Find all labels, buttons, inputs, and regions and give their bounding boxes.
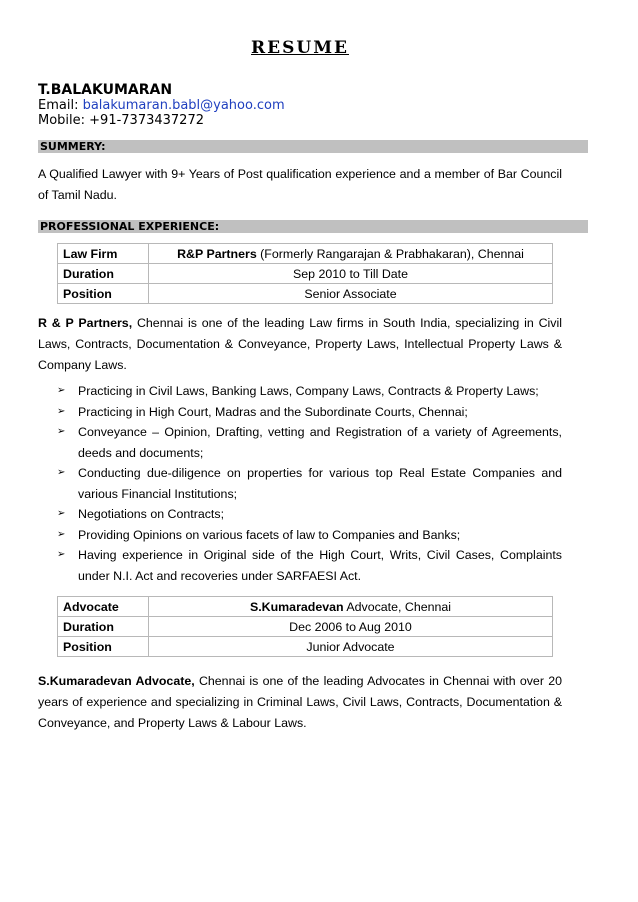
table-row (58, 637, 553, 657)
job2-description: S.Kumaradevan Advocate, Chennai is one of the leading Advocates in Chennai with over 20 years of experience and specializing in Criminal Laws, Civil Laws, Contracts, Documentation & Conveyance, and Property Laws & Labour Laws. (38, 674, 562, 730)
email-line (38, 98, 285, 113)
job1-description: R & P Partners, Chennai is one of the leading Law firms in South India, specializing in Civil Laws, Contracts, Documentation & Conveyance, Property Laws, Intellectual Property Laws & Company Laws. (38, 316, 563, 372)
list-item: ➢ Practicing in Civil Laws, Banking Laws, Company Laws, Contracts & Property Laws; (38, 381, 562, 402)
list-item: ➢ Conducting due-diligence on properties for various top Real Estate Companies and various Financial Institutions; (38, 463, 562, 504)
job2-firm-value: S.Kumaradevan Advocate, Chennai (149, 597, 553, 617)
job1-firm-value: R&P Partners (Formerly Rangarajan & Prabhakaran), Chennai (149, 244, 553, 264)
list-item: ➢ Conveyance – Opinion, Drafting, vetting and Registration of a variety of Agreements, deeds and documents; (38, 422, 562, 463)
table-row (58, 264, 553, 284)
summary-text: A Qualified Lawyer with 9+ Years of Post qualification experience and a member of Bar Council of Tamil Nadu. (38, 167, 562, 202)
job2-position-label: Position (58, 637, 149, 657)
arrow-bullet-icon: ➢ (57, 385, 66, 396)
list-item: ➢ Negotiations on Contracts; (38, 504, 562, 525)
job1-position-value: Senior Associate (149, 284, 553, 304)
job1-duration-label: Duration (58, 264, 149, 284)
job2-table (57, 596, 553, 657)
job2-firm-label: Advocate (58, 597, 149, 617)
email-link[interactable]: balakumaran.babl@yahoo.com (82, 98, 285, 113)
arrow-bullet-icon: ➢ (57, 467, 66, 478)
table-row (58, 617, 553, 637)
job1-position-label: Position (58, 284, 149, 304)
table-row (58, 244, 553, 264)
resume-title: RESUME (251, 38, 349, 58)
email-label: Email: (38, 98, 79, 113)
job1-table (57, 243, 553, 304)
table-row (58, 284, 553, 304)
arrow-bullet-icon: ➢ (57, 426, 66, 437)
job2-duration-label: Duration (58, 617, 149, 637)
list-item: ➢ Having experience in Original side of the High Court, Writs, Civil Cases, Complaints under N.I. Act and recoveries under SARFAESI Act. (38, 545, 562, 586)
arrow-bullet-icon: ➢ (57, 508, 66, 519)
job1-duration-value: Sep 2010 to Till Date (149, 264, 553, 284)
job2-position-value: Junior Advocate (149, 637, 553, 657)
arrow-bullet-icon: ➢ (57, 549, 66, 560)
summary-heading: SUMMERY: (38, 140, 588, 153)
list-item: ➢ Providing Opinions on various facets of law to Companies and Banks; (38, 525, 562, 546)
arrow-bullet-icon: ➢ (57, 528, 66, 540)
job2-duration-value: Dec 2006 to Aug 2010 (149, 617, 553, 637)
experience-heading: PROFESSIONAL EXPERIENCE: (38, 220, 588, 233)
candidate-name: T.BALAKUMARAN (38, 82, 173, 98)
list-item: ➢ Practicing in High Court, Madras and the Subordinate Courts, Chennai; (38, 402, 562, 423)
table-row (58, 597, 553, 617)
job1-firm-label: Law Firm (58, 244, 149, 264)
arrow-bullet-icon: ➢ (57, 405, 66, 417)
mobile-line: Mobile: +91-7373437272 (38, 113, 204, 128)
job1-duties-list (38, 381, 562, 586)
